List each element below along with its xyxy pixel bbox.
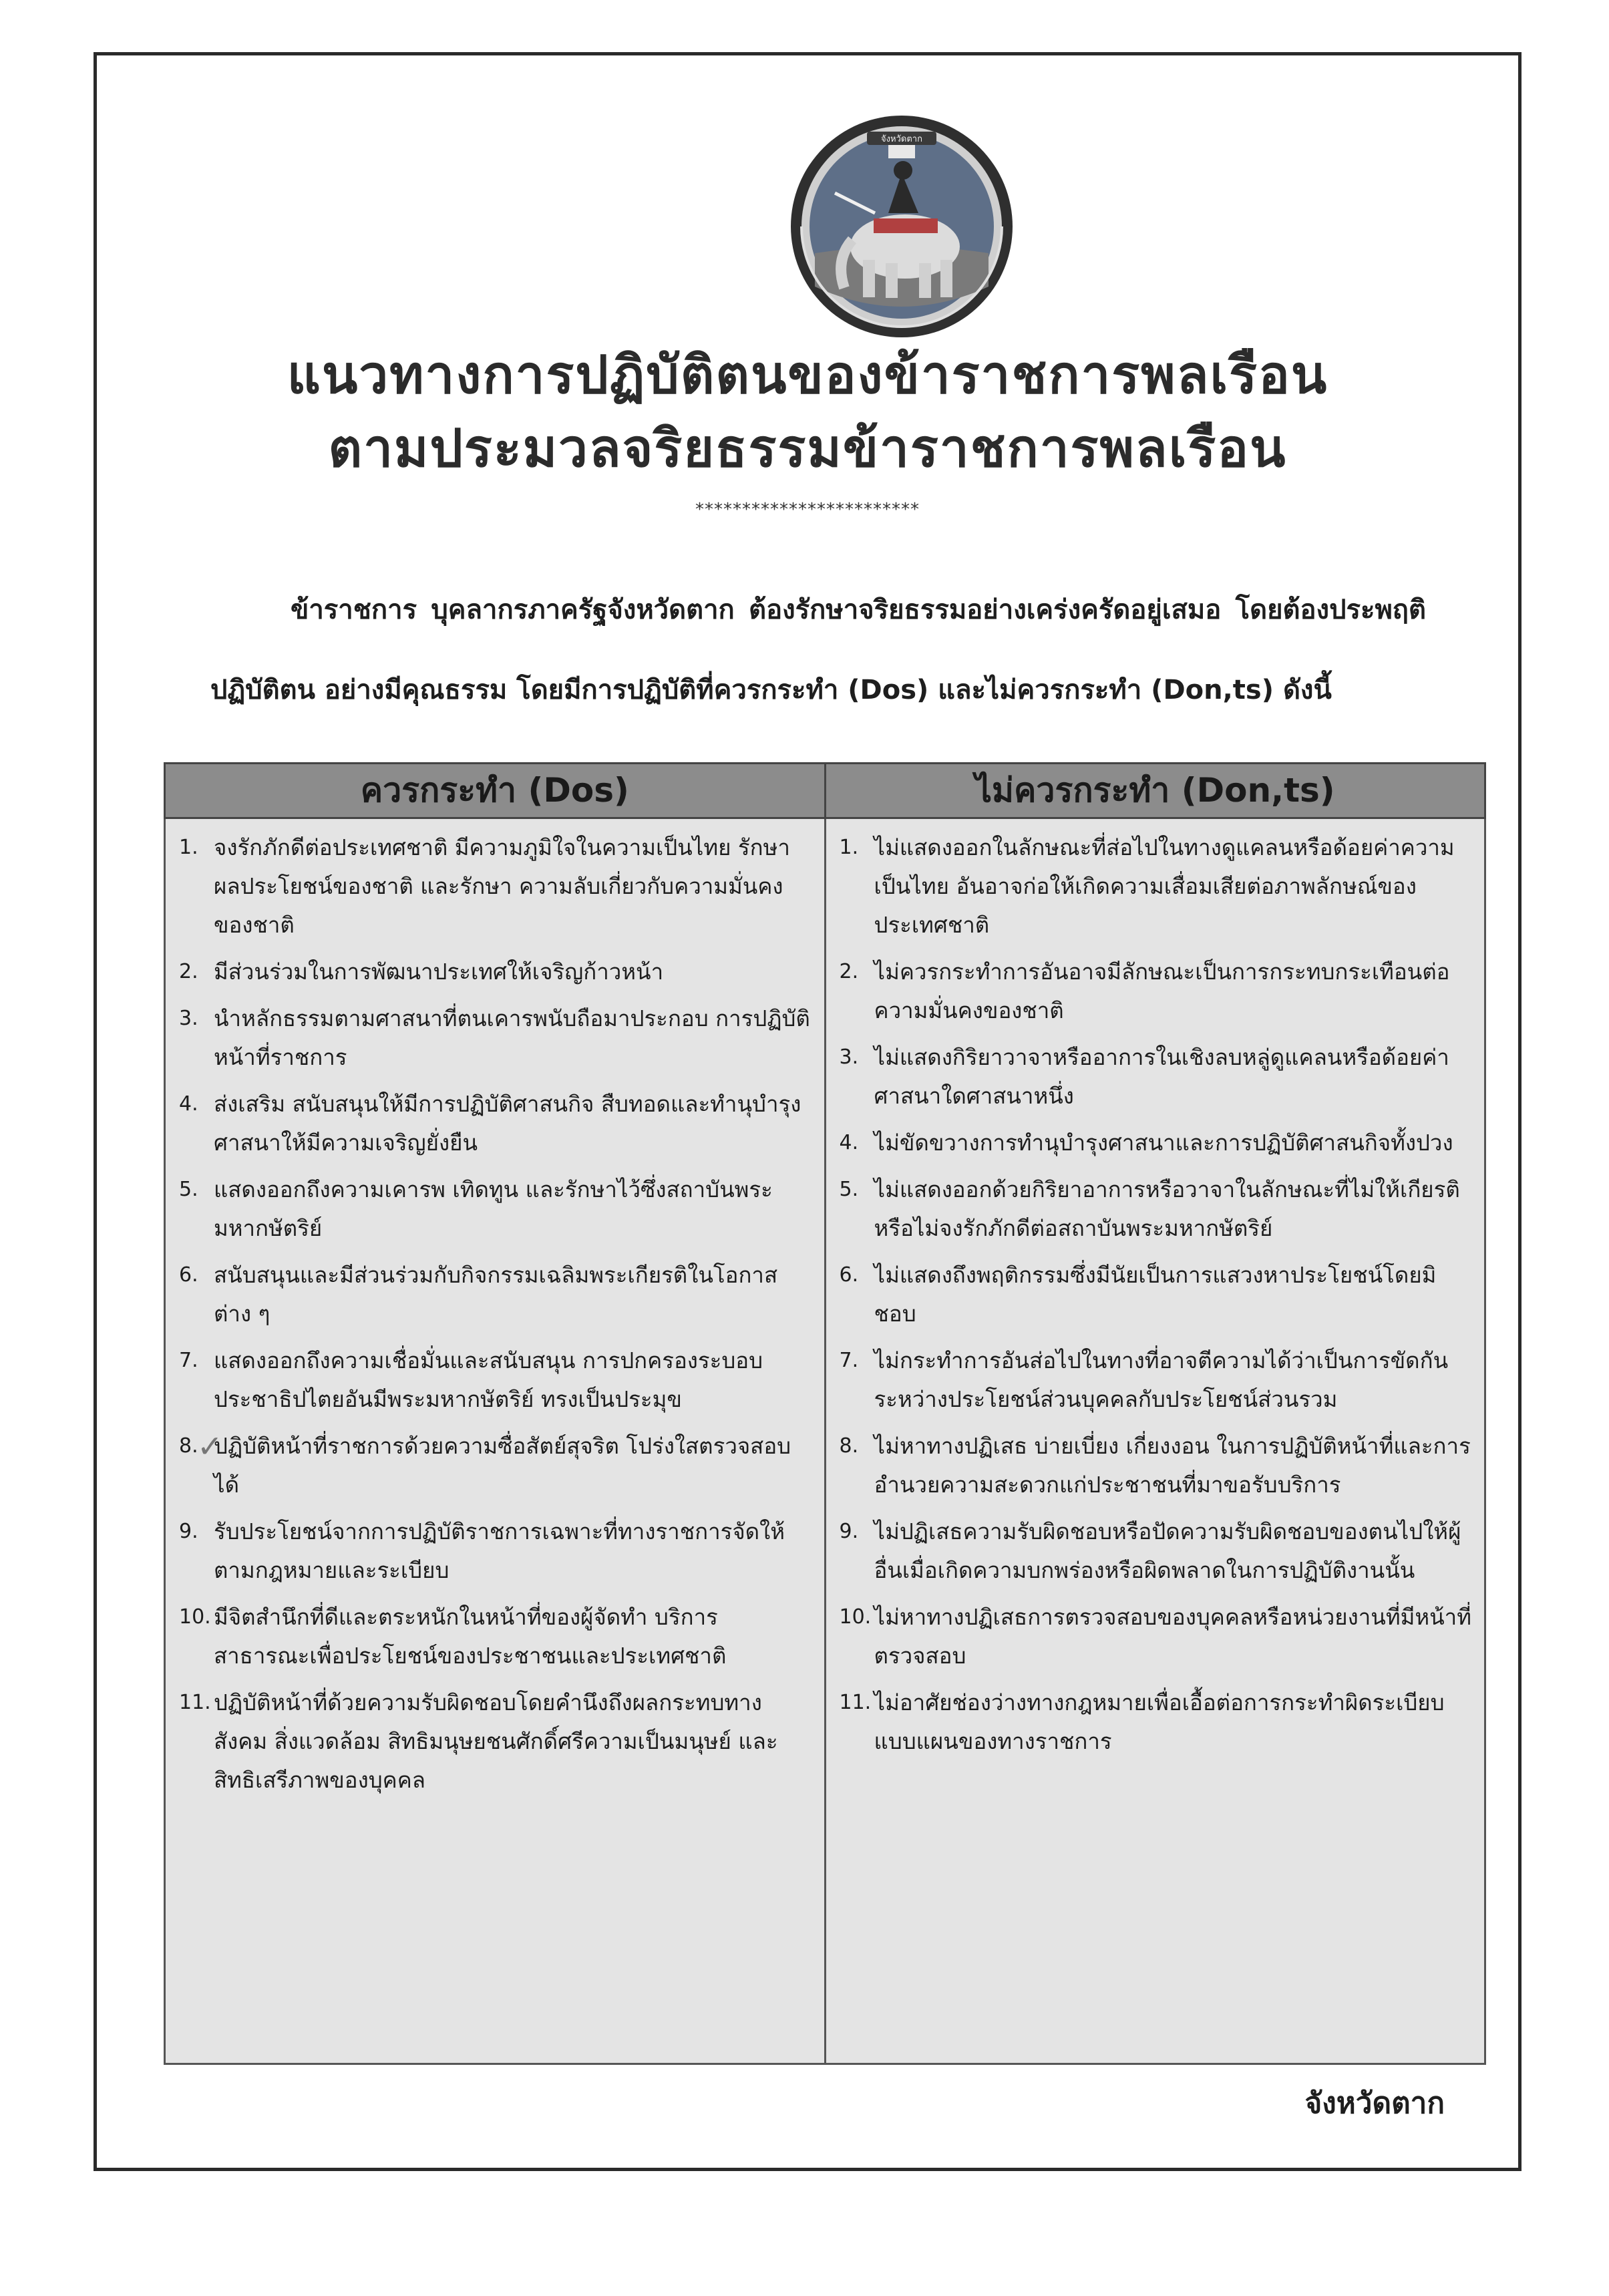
dos-item-number: 3. bbox=[179, 1007, 198, 1030]
donts-item-number: 3. bbox=[839, 1045, 859, 1069]
donts-item-number: 6. bbox=[839, 1263, 859, 1287]
dos-item-text: มีจิตสำนึกที่ดีและตระหนักในหน้าที่ของผู้จัดทำ บริการสาธารณะเพื่อประโยชน์ของประชาชนและประเทศชาติ bbox=[214, 1604, 727, 1669]
dos-column bbox=[165, 818, 826, 2064]
donts-item-text: ไม่ขัดขวางการทำนุบำรุงศาสนาและการปฏิบัติศาสนกิจทั้งปวง bbox=[874, 1130, 1453, 1156]
dos-item-text: สนับสนุนและมีส่วนร่วมกับกิจกรรมเฉลิมพระเกียรติในโอกาสต่าง ๆ bbox=[214, 1262, 778, 1327]
dos-item bbox=[179, 1256, 812, 1333]
dos-item-text: มีส่วนร่วมในการพัฒนาประเทศให้เจริญก้าวหน้า bbox=[214, 959, 664, 985]
donts-item bbox=[840, 1683, 1473, 1761]
checkmark-icon: ✓ bbox=[197, 1428, 223, 1464]
dos-item-number: 7. bbox=[179, 1349, 198, 1372]
donts-item-text: ไม่อาศัยช่องว่างทางกฎหมายเพื่อเอื้อต่อการกระทำผิดระเบียบแบบแผนของทางราชการ bbox=[874, 1689, 1445, 1754]
dos-item-number: 10. bbox=[179, 1605, 211, 1629]
donts-header: ไม่ควรกระทำ (Don,ts) bbox=[825, 764, 1485, 818]
dos-item bbox=[179, 1427, 812, 1504]
donts-item-number: 1. bbox=[839, 836, 859, 859]
dos-item-text: นำหลักธรรมตามศาสนาที่ตนเคารพนับถือมาประกอบ การปฏิบัติหน้าที่ราชการ bbox=[214, 1005, 810, 1070]
donts-item-number: 7. bbox=[839, 1349, 859, 1372]
donts-item-number: 9. bbox=[839, 1520, 859, 1543]
dos-header: ควรกระทำ (Dos) bbox=[165, 764, 826, 818]
intro-text: ข้าราชการ บุคลากรภาครัฐจังหวัดตาก ต้องรักษาจริยธรรมอย่างเคร่งครัดอยู่เสมอ โดยต้องประพฤติปฏิบัติตน อย่างมีคุณธรรม โดยมีการปฏิบัติที่ควรกระทำ (Dos) และไม่ควรกระทำ (Don,ts) ดังนี้ bbox=[210, 595, 1426, 705]
donts-item-number: 2. bbox=[839, 960, 859, 983]
dos-item bbox=[179, 1085, 812, 1162]
donts-item-number: 4. bbox=[839, 1131, 859, 1154]
title-divider: ************************ bbox=[695, 500, 920, 520]
donts-item-text: ไม่แสดงกิริยาวาจาหรืออาการในเชิงลบหลู่ดูแคลนหรือด้อยค่าศาสนาใดศาสนาหนึ่ง bbox=[874, 1044, 1449, 1109]
donts-item-text: ไม่หาทางปฏิเสธ บ่ายเบี่ยง เกี่ยงงอน ในการปฏิบัติหน้าที่และการอำนวยความสะดวกแก่ประชาชนที่มาขอรับบริการ bbox=[874, 1433, 1471, 1498]
donts-item-text: ไม่ปฏิเสธความรับผิดชอบหรือปัดความรับผิดชอบของตนไปให้ผู้อื่นเมื่อเกิดความบกพร่องหรือผิดพลาดในการปฏิบัติงานนั้น bbox=[874, 1518, 1461, 1583]
donts-item bbox=[840, 1341, 1473, 1419]
dos-item-number: 5. bbox=[179, 1178, 198, 1201]
title-line-1: แนวทางการปฏิบัติตนของข้าราชการพลเรือน bbox=[287, 345, 1328, 405]
dos-item-number: 8. bbox=[179, 1434, 198, 1458]
tak-province-seal-icon bbox=[788, 113, 1015, 340]
dos-item-text: ส่งเสริม สนับสนุนให้มีการปฏิบัติศาสนกิจ สืบทอดและทำนุบำรุงศาสนาให้มีความเจริญยั่งยืน bbox=[214, 1091, 801, 1156]
donts-item-text: ไม่กระทำการอันส่อไปในทางที่อาจตีความได้ว่าเป็นการขัดกันระหว่างประโยชน์ส่วนบุคคลกับประโยชน์ส่วนรวม bbox=[874, 1347, 1449, 1412]
donts-column bbox=[825, 818, 1485, 2064]
donts-item-number: 5. bbox=[839, 1178, 859, 1201]
dos-item-number: 11. bbox=[179, 1691, 211, 1714]
donts-item bbox=[840, 1256, 1473, 1333]
intro-paragraph bbox=[210, 570, 1426, 730]
donts-item-text: ไม่ควรกระทำการอันอาจมีลักษณะเป็นการกระทบกระเทือนต่อความมั่นคงของชาติ bbox=[874, 959, 1450, 1023]
dos-item bbox=[179, 1512, 812, 1590]
donts-item-text: ไม่แสดงออกในลักษณะที่ส่อไปในทางดูแคลนหรือด้อยค่าความเป็นไทย อันอาจก่อให้เกิดความเสื่อมเสียต่อภาพลักษณ์ของประเทศชาติ bbox=[874, 834, 1455, 938]
dos-item bbox=[179, 828, 812, 945]
donts-item-number: 8. bbox=[839, 1434, 859, 1458]
donts-item bbox=[840, 1038, 1473, 1116]
donts-item-number: 10. bbox=[839, 1605, 872, 1629]
footer-signature: จังหวัดตาก bbox=[1304, 2086, 1445, 2120]
donts-item-text: ไม่แสดงถึงพฤติกรรมซึ่งมีนัยเป็นการแสวงหาประโยชน์โดยมิชอบ bbox=[874, 1262, 1437, 1327]
donts-item bbox=[840, 1124, 1473, 1162]
dos-item-number: 9. bbox=[179, 1520, 198, 1543]
dos-item-text: รับประโยชน์จากการปฏิบัติราชการเฉพาะที่ทางราชการจัดให้ตามกฎหมายและระเบียบ bbox=[214, 1518, 785, 1583]
donts-item bbox=[840, 828, 1473, 945]
dos-item-number: 6. bbox=[179, 1263, 198, 1287]
donts-item-number: 11. bbox=[839, 1691, 872, 1714]
dos-item bbox=[179, 1341, 812, 1419]
dos-item-text: แสดงออกถึงความเคารพ เทิดทูน และรักษาไว้ซึ่งสถาบันพระมหากษัตริย์ bbox=[214, 1176, 773, 1241]
donts-item bbox=[840, 1427, 1473, 1504]
dos-item-number: 4. bbox=[179, 1092, 198, 1116]
dos-item-text: จงรักภักดีต่อประเทศชาติ มีความภูมิใจในความเป็นไทย รักษาผลประโยชน์ของชาติ และรักษา ความลับเกี่ยวกับความมั่นคงของชาติ bbox=[214, 834, 790, 938]
dos-item bbox=[179, 953, 812, 991]
document-frame bbox=[94, 52, 1522, 2171]
dos-item bbox=[179, 1170, 812, 1248]
dos-donts-table bbox=[164, 762, 1486, 2065]
title-line-2: ตามประมวลจริยธรรมข้าราชการพลเรือน bbox=[328, 419, 1287, 479]
dos-item-text: ปฏิบัติหน้าที่ด้วยความรับผิดชอบโดยคำนึงถึงผลกระทบทางสังคม สิ่งแวดล้อม สิทธิมนุษยชนศักดิ์ศรีความเป็นมนุษย์ และสิทธิเสรีภาพของบุคคล bbox=[214, 1689, 778, 1793]
dos-item bbox=[179, 1683, 812, 1800]
donts-item bbox=[840, 1512, 1473, 1590]
donts-item-text: ไม่หาทางปฏิเสธการตรวจสอบของบุคคลหรือหน่วยงานที่มีหน้าที่ตรวจสอบ bbox=[874, 1604, 1471, 1669]
svg-text:จังหวัดตาก: จังหวัดตาก bbox=[881, 134, 922, 144]
donts-item bbox=[840, 1170, 1473, 1248]
dos-item-number: 2. bbox=[179, 960, 198, 983]
dos-item-text: ปฏิบัติหน้าที่ราชการด้วยความซื่อสัตย์สุจริต โปร่งใสตรวจสอบได้ bbox=[214, 1433, 791, 1498]
dos-item bbox=[179, 999, 812, 1077]
dos-item-text: แสดงออกถึงความเชื่อมั่นและสนับสนุน การปกครองระบอบประชาธิปไตยอันมีพระมหากษัตริย์ ทรงเป็นประมุข bbox=[214, 1347, 763, 1412]
donts-item-text: ไม่แสดงออกด้วยกิริยาอาการหรือวาจาในลักษณะที่ไม่ให้เกียรติหรือไม่จงรักภักดีต่อสถาบันพระมหากษัตริย์ bbox=[874, 1176, 1460, 1241]
dos-item bbox=[179, 1598, 812, 1675]
dos-item-number: 1. bbox=[179, 836, 198, 859]
donts-item bbox=[840, 953, 1473, 1030]
donts-item bbox=[840, 1598, 1473, 1675]
